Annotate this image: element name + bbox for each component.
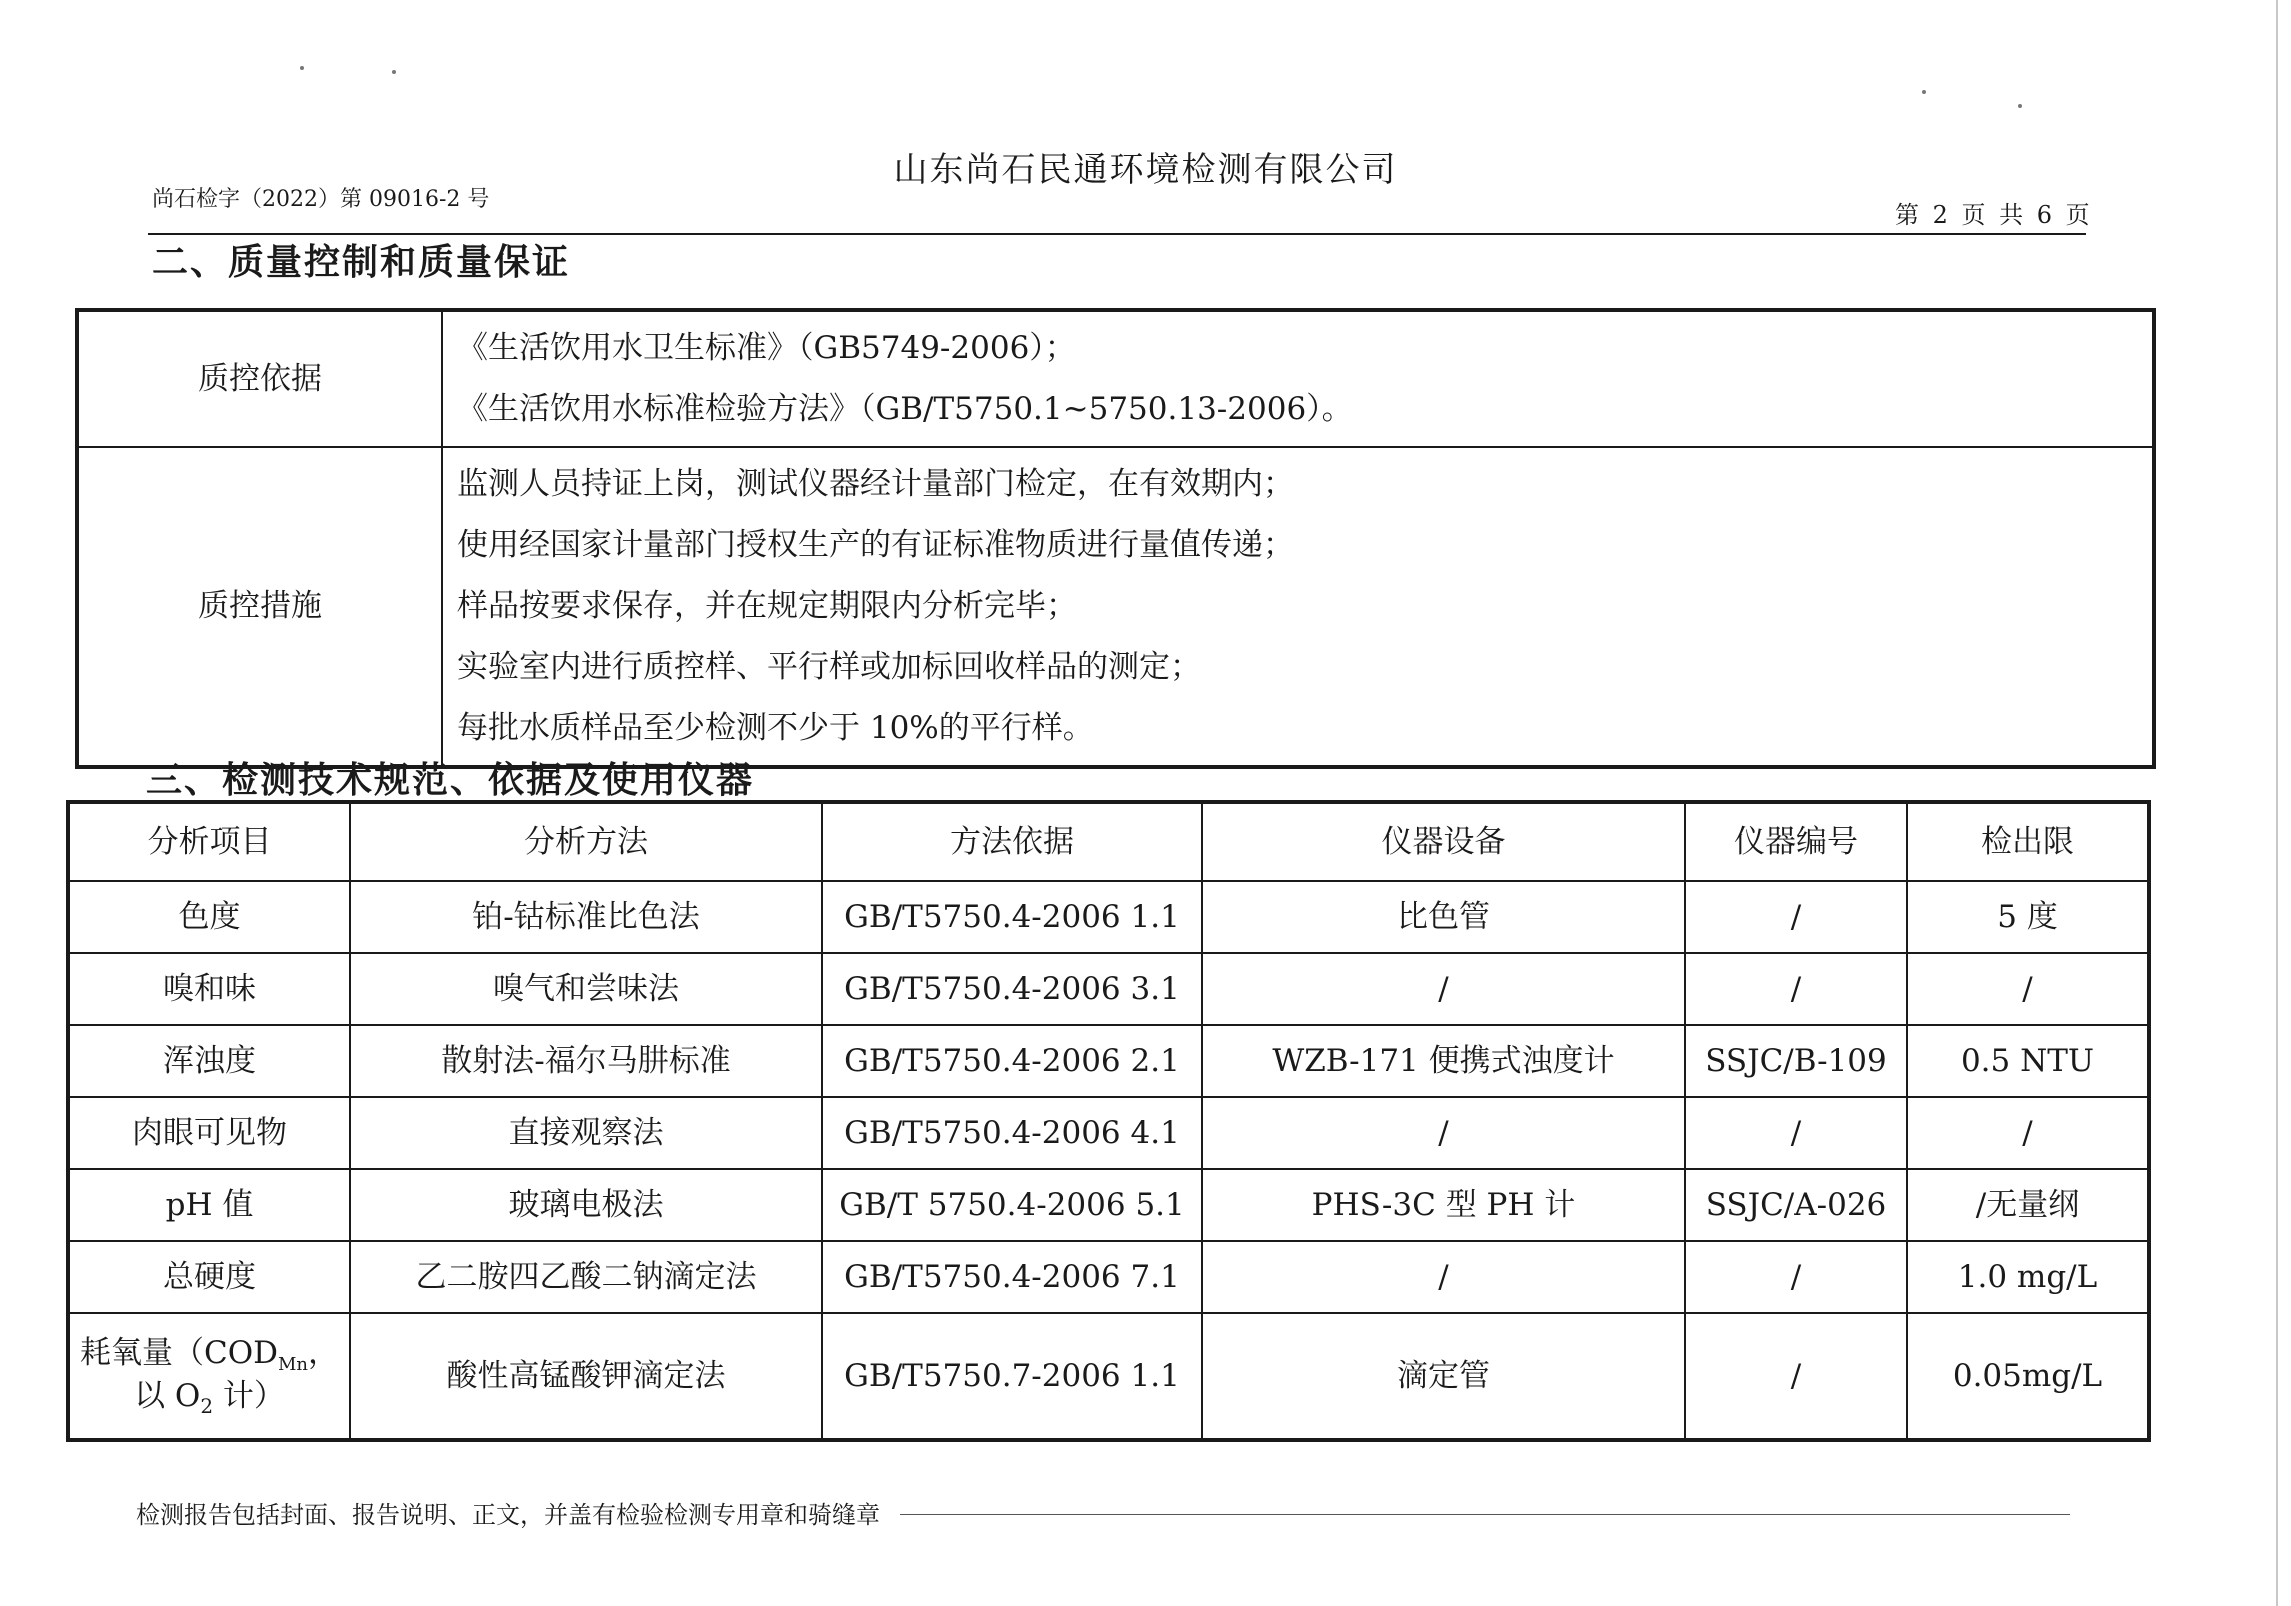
cell-item: 总硬度 <box>68 1241 350 1313</box>
cell-method: 铂-钴标准比色法 <box>350 881 822 953</box>
col-header-basis: 方法依据 <box>822 802 1202 881</box>
table-row <box>68 953 2149 1025</box>
cell-instrument-no: / <box>1685 953 1907 1025</box>
cell-instrument: WZB-171 便携式浊度计 <box>1202 1025 1685 1097</box>
cell-basis: GB/T5750.4-2006 7.1 <box>822 1241 1202 1313</box>
qc-measure-line: 监测人员持证上岗，测试仪器经计量部门检定，在有效期内； <box>457 466 1294 502</box>
qc-measure-line: 使用经国家计量部门授权生产的有证标准物质进行量值传递； <box>457 527 1294 563</box>
cell-item: 肉眼可见物 <box>68 1097 350 1169</box>
table-row <box>68 881 2149 953</box>
qc-basis-line: 《生活饮用水卫生标准》（GB5749-2006）； <box>457 330 1076 366</box>
methods-table <box>66 800 2151 1442</box>
cell-basis: GB/T5750.4-2006 3.1 <box>822 953 1202 1025</box>
qc-row-measures <box>77 447 2154 767</box>
cell-instrument-no: / <box>1685 881 1907 953</box>
qc-label-basis: 质控依据 <box>77 310 442 447</box>
cell-basis: GB/T5750.4-2006 2.1 <box>822 1025 1202 1097</box>
quality-control-table <box>75 308 2156 769</box>
cell-basis: GB/T 5750.4-2006 5.1 <box>822 1169 1202 1241</box>
table-row <box>68 1025 2149 1097</box>
qc-measures-lines <box>442 447 2154 767</box>
cell-instrument-no: SSJC/A-026 <box>1685 1169 1907 1241</box>
cell-instrument-no: / <box>1685 1241 1907 1313</box>
cell-method: 直接观察法 <box>350 1097 822 1169</box>
cell-basis: GB/T5750.7-2006 1.1 <box>822 1313 1202 1440</box>
scan-speck <box>300 66 304 70</box>
table-row <box>68 1241 2149 1313</box>
scan-speck <box>1922 90 1926 94</box>
col-header-limit: 检出限 <box>1907 802 2149 881</box>
qc-row-basis <box>77 310 2154 447</box>
cell-instrument-no: / <box>1685 1313 1907 1440</box>
cell-item: 嗅和味 <box>68 953 350 1025</box>
cell-instrument-no: / <box>1685 1097 1907 1169</box>
qc-measure-line: 每批水质样品至少检测不少于 10%的平行样。 <box>457 710 1094 746</box>
footer-note: 检测报告包括封面、报告说明、正文，并盖有检验检测专用章和骑缝章 <box>136 1501 880 1529</box>
cell-method: 嗅气和尝味法 <box>350 953 822 1025</box>
cell-instrument: 滴定管 <box>1202 1313 1685 1440</box>
qc-basis-lines <box>442 310 2154 447</box>
cell-limit: / <box>1907 953 2149 1025</box>
cell-instrument: / <box>1202 1241 1685 1313</box>
section-2-title: 二、质量控制和质量保证 <box>152 242 571 283</box>
scan-edge-line <box>2276 0 2278 1606</box>
cell-limit: 1.0 mg/L <box>1907 1241 2149 1313</box>
cod-line-1: 耗氧量（$COD_{Mn}$， <box>79 1334 340 1375</box>
table-row <box>68 1097 2149 1169</box>
cell-item: pH 值 <box>68 1169 350 1241</box>
cell-limit: 5 度 <box>1907 881 2149 953</box>
cell-item: 色度 <box>68 881 350 953</box>
cell-limit: / <box>1907 1097 2149 1169</box>
company-name: 山东尚石民通环境检测有限公司 <box>893 150 1398 190</box>
qc-measure-line: 实验室内进行质控样、平行样或加标回收样品的测定； <box>457 649 1201 685</box>
cell-instrument: 比色管 <box>1202 881 1685 953</box>
section-3-title: 三、检测技术规范、依据及使用仪器 <box>146 760 755 801</box>
cell-limit: /无量纲 <box>1907 1169 2149 1241</box>
table-row <box>68 1169 2149 1241</box>
cell-basis: GB/T5750.4-2006 4.1 <box>822 1097 1202 1169</box>
cod-line-2: 以 $O_2$ 计） <box>134 1378 285 1419</box>
cell-item: 浑浊度 <box>68 1025 350 1097</box>
cell-limit: 0.5 NTU <box>1907 1025 2149 1097</box>
qc-label-measures: 质控措施 <box>77 447 442 767</box>
scan-speck <box>392 70 396 74</box>
cell-limit: 0.05mg/L <box>1907 1313 2149 1440</box>
cell-basis: GB/T5750.4-2006 1.1 <box>822 881 1202 953</box>
cell-method: 玻璃电极法 <box>350 1169 822 1241</box>
cell-method: 散射法-福尔马肼标准 <box>350 1025 822 1097</box>
cell-instrument-no: SSJC/B-109 <box>1685 1025 1907 1097</box>
qc-measure-line: 样品按要求保存，并在规定期限内分析完毕； <box>457 588 1077 624</box>
table-row <box>68 1313 2149 1440</box>
cell-method: 酸性高锰酸钾滴定法 <box>350 1313 822 1440</box>
col-header-instrument: 仪器设备 <box>1202 802 1685 881</box>
cell-instrument: PHS-3C 型 PH 计 <box>1202 1169 1685 1241</box>
col-header-instrument-no: 仪器编号 <box>1685 802 1907 881</box>
methods-header-row <box>68 802 2149 881</box>
cell-item-cod <box>68 1313 350 1440</box>
page-info: 第 2 页 共 6 页 <box>1895 201 2093 229</box>
report-number: 尚石检字（2022）第 09016-2 号 <box>152 187 490 212</box>
scan-speck <box>2018 104 2022 108</box>
cell-instrument: / <box>1202 953 1685 1025</box>
cell-method: 乙二胺四乙酸二钠滴定法 <box>350 1241 822 1313</box>
col-header-method: 分析方法 <box>350 802 822 881</box>
cell-instrument: / <box>1202 1097 1685 1169</box>
col-header-item: 分析项目 <box>68 802 350 881</box>
qc-basis-line: 《生活饮用水标准检验方法》（GB/T5750.1~5750.13-2006）。 <box>457 391 1353 427</box>
footer-rule <box>900 1514 2070 1515</box>
